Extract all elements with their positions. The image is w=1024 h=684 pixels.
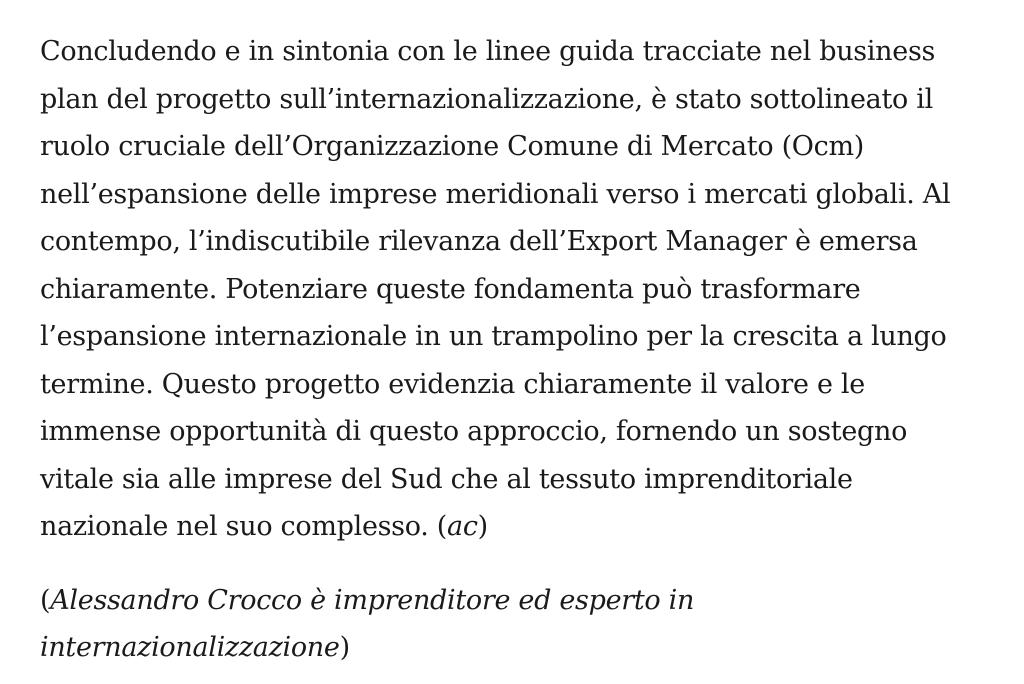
closing-paren: ) xyxy=(477,511,488,542)
paragraph-last-line-text: nazionale nel suo complesso. ( xyxy=(40,511,448,542)
author-bio-text-1: Alessandro Crocco è imprenditore ed esperto in xyxy=(50,584,695,616)
paragraph-line: nell’espansione delle imprese meridionali verso i mercati globali. Al xyxy=(40,178,951,210)
author-bio-close-paren: ) xyxy=(339,632,350,663)
paragraph-spacer xyxy=(40,551,1000,577)
paragraph-line: chiaramente. Potenziare queste fondamenta può trasformare xyxy=(40,273,861,305)
paragraph-line: termine. Questo progetto evidenzia chiaramente il valore e le xyxy=(40,368,865,400)
author-bio-line-1 xyxy=(40,577,1000,625)
paragraph-line: plan del progetto sull’internazionalizzazione, è stato sottolineato il xyxy=(40,83,933,115)
paragraph-line: contempo, l’indiscutibile rilevanza dell’Export Manager è emersa xyxy=(40,226,918,257)
paragraph-line: Concludendo e in sintonia con le linee guida tracciate nel business xyxy=(40,36,936,67)
paragraph-line: immense opportunità di questo approccio, fornendo un sostegno xyxy=(40,416,908,447)
paragraph-line: ruolo cruciale dell’Organizzazione Comune di Mercato (Ocm) xyxy=(40,131,864,162)
author-bio-line-2 xyxy=(40,624,1000,672)
article-text xyxy=(40,28,1000,672)
author-bio-text-2: internazionalizzazione xyxy=(40,632,340,663)
paragraph-line: l’espansione internazionale in un trampolino per la crescita a lungo xyxy=(40,321,947,352)
author-bio-open-paren: ( xyxy=(40,584,51,616)
closing-paragraph xyxy=(40,28,1000,551)
paragraph-last-line xyxy=(40,503,1000,551)
author-initials: ac xyxy=(447,511,478,542)
author-bio xyxy=(40,577,1000,672)
paragraph-line: vitale sia alle imprese del Sud che al tessuto imprenditoriale xyxy=(40,463,853,495)
